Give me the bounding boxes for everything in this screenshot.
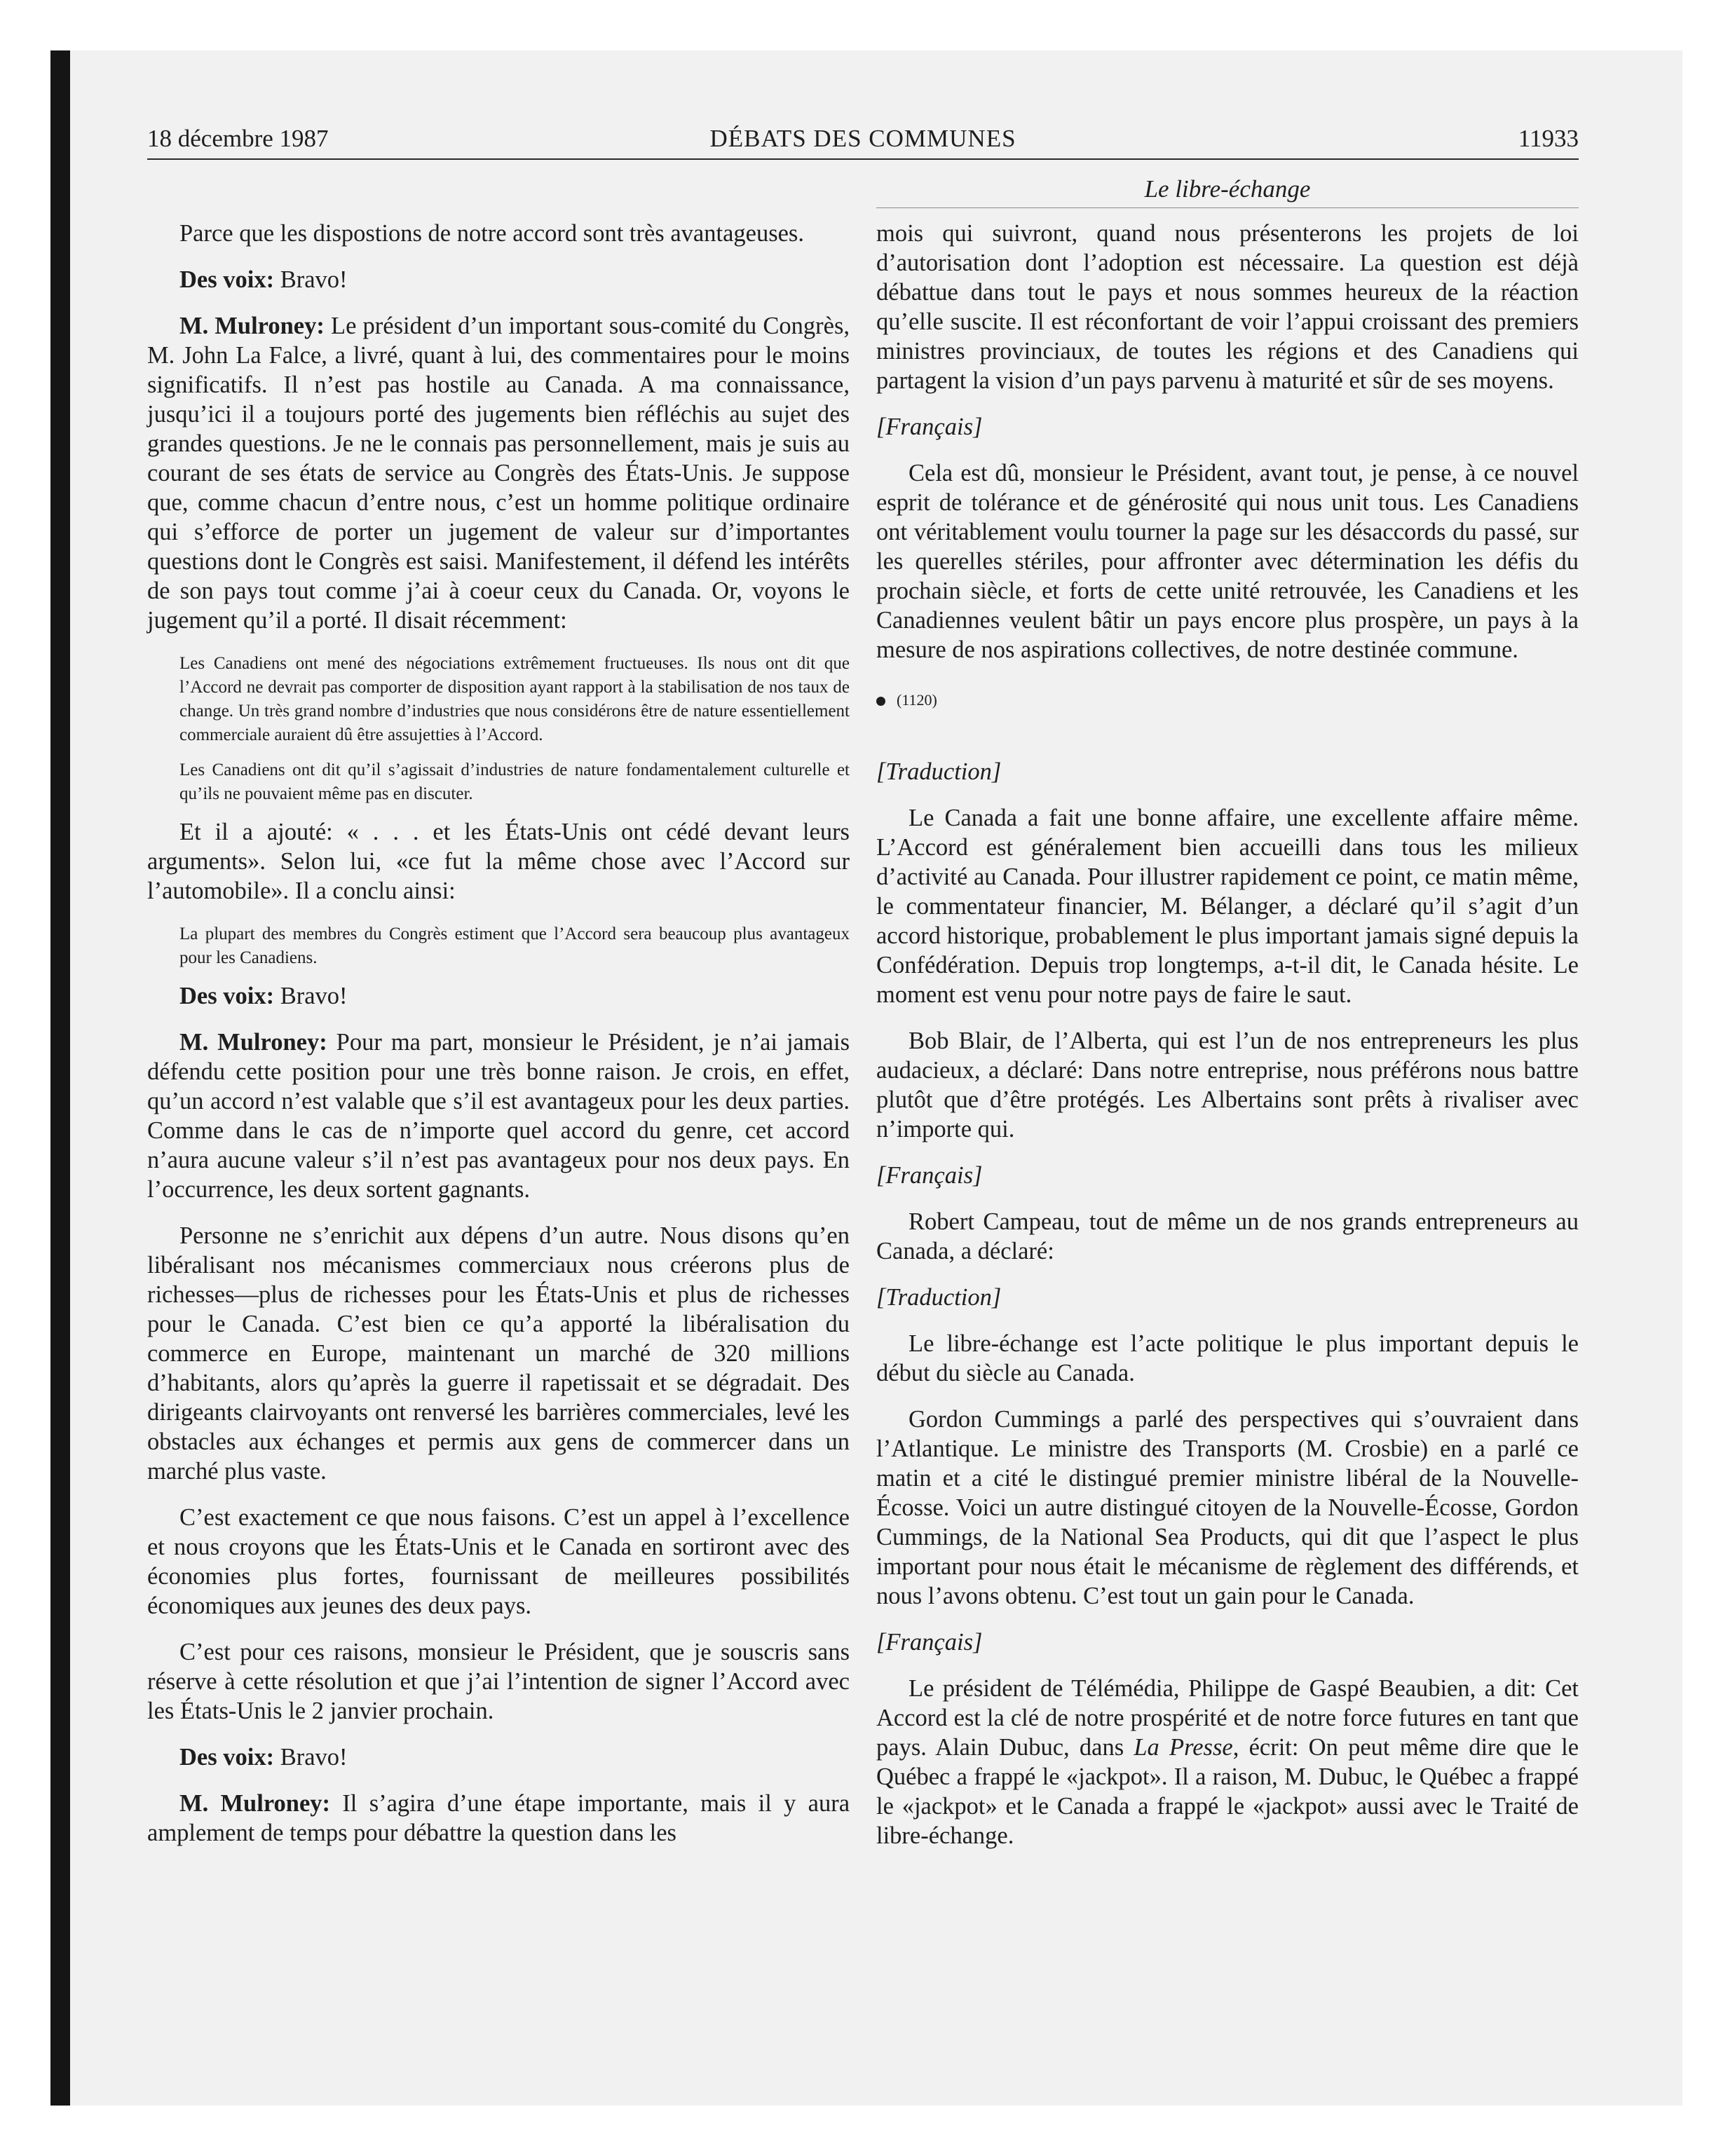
speaker: Des voix: xyxy=(179,983,275,1009)
header-rule xyxy=(147,158,1579,160)
paragraph: Et il a ajouté: « . . . et les États-Unis ont cédé devant leurs arguments». Selon lui, «ce fut la même chose avec l’Accord sur l’automobile». Il a conclu ainsi: xyxy=(147,819,850,904)
speech: Bravo! xyxy=(274,1744,348,1770)
paragraph xyxy=(876,1674,1579,1850)
scan-edge xyxy=(50,50,70,2106)
speech: Pour ma part, monsieur le Président, je n’ai jamais défendu cette position pour une très bonne raison. Je crois, en effet, qu’un accord n’est valable que s’il est avantageux pour les deux parties. Comme dans le cas de n’importe quel accord du genre, cet accord n’aura aucune valeur s’il n’est pas avantageux pour nos deux pays. En l’occurrence, les deux sortent gagnants. xyxy=(147,1029,850,1203)
paragraph: Le libre-échange est l’acte politique le plus important depuis le début du siècle au Canada. xyxy=(876,1330,1579,1386)
speaker: M. Mulroney: xyxy=(179,1029,327,1056)
paragraph xyxy=(147,1742,850,1772)
block-quote: Les Canadiens ont dit qu’il s’agissait d’industries de nature fondamentalement culturelle et qu’ils ne pouvaient même pas en discuter. xyxy=(179,760,850,803)
paragraph: Gordon Cummings a parlé des perspectives qui s’ouvraient dans l’Atlantique. Le ministre des Transports (M. Crosbie) en a parlé ce matin et a cité le distingué premier ministre libéral de la Nouvelle-Écosse. Voici un autre distingué citoyen de la Nouvelle-Écosse, Gordon Cummings, de la National Sea Products, qui dit que l’aspect le plus important pour nous était le mécanisme de règlement des différends, et nous l’avons obtenu. C’est tout un gain pour le Canada. xyxy=(876,1406,1579,1609)
time-label: (1120) xyxy=(897,691,937,709)
speaker: Des voix: xyxy=(179,1744,275,1770)
paragraph: mois qui suivront, quand nous présenterons les projets de loi d’autorisation dont l’adoption est nécessaire. La question est déjà débattue dans tout le pays et nous sommes heureux de la réaction qu’elle suscite. Il est réconfortant de voir l’appui croissant des premiers ministres provinciaux, de toutes les régions et des Canadiens qui partagent la vision d’un pays parvenu à maturité et sûr de ses moyens. xyxy=(876,220,1579,394)
speaker: Des voix: xyxy=(179,266,275,293)
header-title: DÉBATS DES COMMUNES xyxy=(709,125,1016,152)
paragraph xyxy=(147,1028,850,1204)
header-date: 18 décembre 1987 xyxy=(147,125,329,152)
language-marker: [Traduction] xyxy=(876,1284,1002,1311)
language-marker: [Français] xyxy=(876,1629,983,1656)
speech: Le président d’un important sous-comité du Congrès, M. John La Falce, a livré, quant à lui, des commentaires pour le moins significatifs. Il n’est pas hostile au Canada. A ma connaissance, jusqu’ici il a toujours porté des jugements bien réfléchis au sujet des grandes questions. Je ne le connais pas personnellement, mais je suis au courant de ses états de service au Congrès des États-Unis. Je suppose que, comme chacun d’entre nous, c’est un homme politique ordinaire qui s’efforce de porter un jugement de valeur sur d’importantes questions dont le Congrès est saisi. Manifestement, il défend les intérêts de son pays tout comme j’ai à coeur ceux du Canada. Or, voyons le jugement qu’il a porté. Il disait récemment: xyxy=(147,313,850,634)
paragraph: Bob Blair, de l’Alberta, qui est l’un de nos entrepreneurs les plus audacieux, a déclaré: Dans notre entreprise, nous préférons nous battre plutôt que d’être protégés. Les Albertains sont prêts à rivaliser avec n’importe qui. xyxy=(876,1028,1579,1142)
language-marker: [Français] xyxy=(876,1162,983,1189)
block-quote: Les Canadiens ont mené des négociations extrêmement fructueuses. Ils nous ont dit que l’Accord ne devrait pas comporter de disposition ayant rapport à la stabilisation de nos taux de change. Un très grand nombre d’industries que nous considérons être de nature essentiellement commerciale auraient dû être assujetties à l’Accord. xyxy=(179,654,850,744)
paragraph xyxy=(147,1789,850,1848)
bullet-icon xyxy=(876,697,885,706)
paragraph xyxy=(147,311,850,635)
publication-title: La Presse xyxy=(1134,1734,1233,1761)
paragraph: Cela est dû, monsieur le Président, avant tout, je pense, à ce nouvel esprit de tolérance et de générosité qui nous unit tous. Les Canadiens ont véritablement voulu tourner la page sur les désaccords du passé, sur les querelles stériles, pour affronter avec détermination les défis du prochain siècle, et forts de cette unité retrouvée, les Canadiens et les Canadiennes veulent bâtir un pays encore plus prospère, un pays à la mesure de nos aspirations collectives, de notre destinée commune. xyxy=(876,460,1579,663)
right-column xyxy=(876,219,1579,1850)
speech: Bravo! xyxy=(274,983,348,1009)
language-marker: [Français] xyxy=(876,414,983,440)
paragraph: C’est exactement ce que nous faisons. C’est un appel à l’excellence et nous croyons que les États-Unis et le Canada en sortiront avec des économies plus fortes, fournissant de meilleures possibilités économiques aux jeunes des deux pays. xyxy=(147,1504,850,1619)
text-run: , écrit: On peut même dire que le Québec a frappé le «jackpot». Il a raison, M. Dubuc, le Québec a frappé le «jackpot» et le Canada a frappé le «jackpot» aussi avec le Traité de libre-échange. xyxy=(876,1734,1579,1849)
paragraph: Le Canada a fait une bonne affaire, une excellente affaire même. L’Accord est généralement bien accueilli dans tous les milieux d’activité au Canada. Pour illustrer rapidement ce point, ce matin même, le commentateur financier, M. Bélanger, a déclaré qu’il s’agit d’un accord historique, probablement le plus important jamais signé depuis la Confédération. Depuis trop longtemps, a-t-il dit, le Canada hésite. Le moment est venu pour notre pays de faire le saut. xyxy=(876,805,1579,1008)
time-stamp xyxy=(876,685,1579,715)
paragraph: C’est pour ces raisons, monsieur le Président, que je souscris sans réserve à cette résolution et que j’ai l’intention de signer l’Accord avec les États-Unis le 2 janvier prochain. xyxy=(147,1639,850,1724)
text-run: Le président de Télémédia, Philippe de Gaspé Beaubien, a dit: Cet Accord est la clé de notre prospérité et de notre force futures en tant que pays. Alain Dubuc, dans xyxy=(876,1675,1579,1761)
speaker: M. Mulroney: xyxy=(179,313,325,339)
page-header xyxy=(147,121,1579,157)
paragraph: Robert Campeau, tout de même un de nos grands entrepreneurs au Canada, a déclaré: xyxy=(876,1208,1579,1264)
paragraph: Personne ne s’enrichit aux dépens d’un autre. Nous disons qu’en libéralisant nos mécanismes commerciaux nous créerons plus de richesses—plus de richesses pour les États-Unis et plus de richesses pour le Canada. C’est bien ce qu’a apporté la libéralisation du commerce en Europe, maintenant un marché de 320 millions d’habitants, alors qu’après la guerre il rapetissait et se dégradait. Des dirigeants clairvoyants ont renversé les barrières commerciales, levé les obstacles aux échanges et permis aux gens de commercer dans un marché plus vaste. xyxy=(147,1222,850,1485)
language-marker: [Traduction] xyxy=(876,758,1002,785)
paragraph xyxy=(147,265,850,294)
left-column xyxy=(147,219,850,1848)
header-page-number: 11933 xyxy=(1518,125,1579,152)
subject-rule xyxy=(876,207,1579,208)
block-quote: La plupart des membres du Congrès estiment que l’Accord sera beaucoup plus avantageux pour les Canadiens. xyxy=(179,925,850,967)
paragraph: Parce que les dispostions de notre accord sont très avantageuses. xyxy=(179,220,804,247)
subject-heading: Le libre-échange xyxy=(1144,175,1311,203)
speech: Bravo! xyxy=(274,266,348,293)
speech: Il s’agira d’une étape importante, mais il y aura amplement de temps pour débattre la question dans les xyxy=(147,1790,850,1846)
paragraph xyxy=(147,981,850,1011)
speaker: M. Mulroney: xyxy=(179,1790,331,1817)
